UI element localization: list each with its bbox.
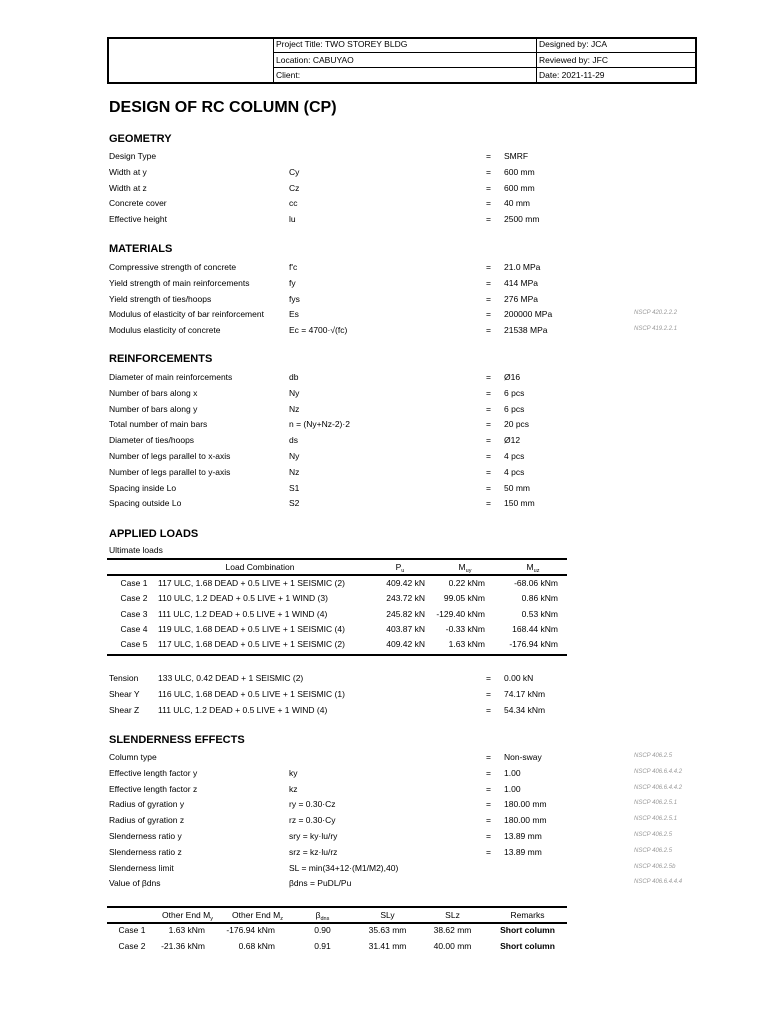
slender-case-label: Case 2 [118, 940, 146, 951]
extra-load-label: Tension [109, 673, 139, 683]
col-other-end-my: Other End $M_y$ [162, 910, 213, 922]
code-reference: NSCP 406.6.4.4.2 [634, 784, 683, 791]
equals-sign: = [486, 831, 491, 841]
param-symbol: sry = ky·lu/ry [289, 831, 338, 841]
equals-sign: = [486, 673, 491, 683]
equals-sign: = [486, 419, 491, 430]
code-reference: NSCP 406.2.5b [634, 863, 676, 870]
slender-sly: 35.63 mm [368, 925, 407, 935]
param-symbol: Es [289, 309, 299, 320]
section-materials-heading: MATERIALS [109, 243, 173, 255]
param-label: Yield strength of main reinforcements [109, 277, 250, 288]
param-label: Modulus elasticity of concrete [109, 325, 221, 336]
param-symbol: S2 [289, 498, 300, 509]
slender-bdns: 0.91 [314, 940, 331, 951]
section-slenderness-heading: SLENDERNESS EFFECTS [109, 734, 245, 746]
param-symbol: n = (Ny+Nz-2)·2 [289, 419, 350, 430]
param-label: Concrete cover [109, 198, 167, 209]
slender-mz: 0.68 kNm [238, 940, 275, 951]
param-symbol: lu [289, 214, 296, 225]
param-label: Effective length factor z [109, 783, 198, 794]
param-label: Diameter of ties/hoops [109, 435, 195, 446]
param-value: 20 pcs [504, 419, 530, 430]
param-symbol: Nz [289, 466, 300, 477]
table-rule [107, 922, 567, 924]
param-symbol: Cy [289, 166, 300, 177]
param-label: Radius of gyration y [109, 799, 185, 810]
equals-sign: = [486, 166, 491, 177]
param-label: Effective height [109, 214, 167, 225]
ultimate-loads-label: Ultimate loads [109, 545, 163, 555]
header-rule [273, 52, 695, 53]
equals-sign: = [486, 372, 491, 382]
param-label: Spacing inside Lo [109, 482, 177, 493]
param-label: Compressive strength of concrete [109, 262, 237, 272]
extra-load-combination: 133 ULC, 0.42 DEAD + 1 SEISMIC (2) [158, 673, 304, 683]
equals-sign: = [486, 688, 491, 699]
slender-bdns: 0.90 [314, 925, 331, 935]
designed-by: Designed by: JCA [539, 39, 608, 49]
slender-mz: -176.94 kNm [226, 925, 275, 935]
code-reference: NSCP 406.2.5.1 [634, 816, 678, 823]
param-symbol: f'c [289, 262, 298, 272]
extra-load-label: Shear Z [109, 704, 140, 715]
param-label: Number of bars along y [109, 403, 198, 414]
col-bdns: $\beta_{dns}$ [315, 910, 330, 922]
param-value: 1.00 [504, 767, 521, 778]
code-reference: NSCP 406.2.5 [634, 753, 673, 759]
code-reference: NSCP 406.6.4.4.2 [634, 768, 683, 775]
slender-my: -21.36 kNm [161, 940, 205, 951]
table-rule [107, 654, 567, 656]
extra-load-value: 54.34 kNm [504, 704, 546, 715]
equals-sign: = [486, 309, 491, 320]
param-symbol: SL = min(34+12·(M1/M2),40) [289, 862, 399, 873]
param-symbol: Nz [289, 403, 300, 414]
param-value: 150 mm [504, 498, 535, 509]
param-value: 40 mm [504, 198, 530, 209]
slender-remarks: Short column [500, 925, 555, 935]
load-muy: 99.05 kNm [443, 593, 485, 604]
param-symbol: rz = 0.30·Cy [289, 815, 336, 826]
param-value: 4 pcs [504, 466, 525, 477]
equals-sign: = [486, 214, 491, 225]
equals-sign: = [486, 466, 491, 477]
param-symbol: Ny [289, 387, 300, 398]
reviewed-by: Reviewed by: JFC [539, 55, 608, 65]
param-symbol: ky [289, 767, 298, 778]
load-combination: 111 ULC, 1.2 DEAD + 0.5 LIVE + 1 WIND (4) [158, 608, 328, 619]
equals-sign: = [486, 198, 491, 209]
header-divider [536, 39, 537, 82]
param-symbol: fys [289, 293, 300, 304]
load-combination: 119 ULC, 1.68 DEAD + 0.5 LIVE + 1 SEISMIC (4) [158, 623, 345, 634]
param-value: 2500 mm [504, 214, 540, 225]
param-value: 21538 MPa [504, 325, 548, 336]
param-symbol: βdns = PuDL/Pu [289, 878, 352, 889]
code-reference: NSCP 406.6.4.4.4 [634, 879, 683, 886]
param-value: 50 mm [504, 482, 530, 493]
code-reference: NSCP 406.2.5 [634, 847, 673, 854]
param-symbol: S1 [289, 482, 300, 493]
param-symbol: Ec = 4700·√(fc) [289, 325, 348, 336]
table-rule [107, 558, 567, 560]
load-muz: 0.86 kNm [521, 593, 558, 604]
param-label: Width at y [109, 166, 147, 177]
param-value: Ø12 [504, 435, 521, 446]
section-loads-heading: APPLIED LOADS [109, 528, 199, 540]
header-rule [273, 67, 695, 68]
code-reference: NSCP 406.2.5.1 [634, 800, 678, 807]
load-muy: -0.33 kNm [445, 623, 485, 634]
param-symbol: kz [289, 783, 298, 794]
equals-sign: = [486, 815, 491, 826]
equals-sign: = [486, 262, 491, 272]
load-case-label: Case 1 [120, 578, 148, 588]
slender-sly: 31.41 mm [368, 940, 407, 951]
param-symbol: srz = kz·lu/rz [289, 846, 338, 857]
slender-case-label: Case 1 [118, 925, 146, 935]
code-reference: NSCP 420.2.2.2 [634, 310, 678, 317]
extra-load-value: 0.00 kN [504, 673, 534, 683]
param-symbol: Cz [289, 182, 300, 193]
param-label: Slenderness ratio y [109, 831, 182, 841]
col-pu: $P_u$ [395, 562, 405, 574]
param-symbol: db [289, 372, 299, 382]
param-label: Number of legs parallel to x-axis [109, 451, 231, 461]
param-label: Design Type [109, 151, 157, 161]
param-value: 600 mm [504, 166, 535, 177]
param-value: 13.89 mm [504, 831, 542, 841]
load-case-label: Case 5 [120, 639, 148, 650]
slender-remarks: Short column [500, 940, 555, 951]
client: Client: [276, 70, 301, 80]
param-symbol: fy [289, 277, 296, 288]
param-value: 13.89 mm [504, 846, 542, 857]
load-combination: 117 ULC, 1.68 DEAD + 0.5 LIVE + 1 SEISMIC (2) [158, 639, 345, 650]
load-muz: 168.44 kNm [512, 623, 558, 634]
extra-load-combination: 111 ULC, 1.2 DEAD + 0.5 LIVE + 1 WIND (4) [158, 704, 328, 715]
param-label: Width at z [109, 182, 147, 193]
param-symbol: ds [289, 435, 298, 446]
param-value: 200000 MPa [504, 309, 553, 320]
project-title: Project Title: TWO STOREY BLDG [276, 39, 408, 49]
col-muy: $M_{uy}$ [458, 562, 472, 574]
param-value: Non-sway [504, 752, 542, 762]
page-title: DESIGN OF RC COLUMN (CP) [109, 99, 337, 116]
param-value: Ø16 [504, 372, 521, 382]
load-muy: 0.22 kNm [448, 578, 485, 588]
load-combination: 117 ULC, 1.68 DEAD + 0.5 LIVE + 1 SEISMIC (2) [158, 578, 345, 588]
load-pu: 243.72 kN [386, 593, 425, 604]
param-label: Value of βdns [109, 878, 161, 889]
param-value: 180.00 mm [504, 799, 547, 810]
param-label: Number of bars along x [109, 387, 198, 398]
equals-sign: = [486, 451, 491, 461]
param-label: Yield strength of ties/hoops [109, 293, 212, 304]
table-rule [107, 574, 567, 576]
load-case-label: Case 2 [120, 593, 148, 604]
load-pu: 409.42 kN [386, 639, 425, 650]
param-value: 6 pcs [504, 387, 525, 398]
param-value: 276 MPa [504, 293, 539, 304]
equals-sign: = [486, 435, 491, 446]
col-other-end-mz: Other End $M_z$ [232, 910, 283, 922]
equals-sign: = [486, 482, 491, 493]
equals-sign: = [486, 403, 491, 414]
table-rule [107, 906, 567, 908]
param-value: 414 MPa [504, 277, 539, 288]
param-label: Total number of main bars [109, 419, 208, 430]
param-label: Radius of gyration z [109, 815, 185, 826]
section-reinforcements-heading: REINFORCEMENTS [109, 353, 213, 365]
load-case-label: Case 4 [120, 623, 148, 634]
header-divider [273, 39, 274, 82]
param-label: Modulus of elasticity of bar reinforcement [109, 309, 264, 320]
code-reference: NSCP 419.2.2.1 [634, 326, 678, 333]
param-label: Slenderness limit [109, 862, 174, 873]
date: Date: 2021-11-29 [539, 70, 605, 80]
equals-sign: = [486, 182, 491, 193]
param-value: 6 pcs [504, 403, 525, 414]
equals-sign: = [486, 846, 491, 857]
param-symbol: cc [289, 198, 298, 209]
param-label: Number of legs parallel to y-axis [109, 466, 231, 477]
load-muz: -68.06 kNm [514, 578, 558, 588]
param-value: 600 mm [504, 182, 535, 193]
col-load-combination: Load Combination [225, 562, 295, 572]
load-combination: 110 ULC, 1.2 DEAD + 0.5 LIVE + 1 WIND (3) [158, 593, 328, 604]
param-value: 4 pcs [504, 451, 525, 461]
equals-sign: = [486, 325, 491, 336]
equals-sign: = [486, 783, 491, 794]
param-value: SMRF [504, 151, 529, 161]
load-case-label: Case 3 [120, 608, 148, 619]
equals-sign: = [486, 387, 491, 398]
location: Location: CABUYAO [276, 55, 354, 65]
param-value: 180.00 mm [504, 815, 547, 826]
equals-sign: = [486, 498, 491, 509]
extra-load-value: 74.17 kNm [504, 688, 546, 699]
extra-load-label: Shear Y [109, 688, 140, 699]
load-muy: -129.40 kNm [436, 608, 485, 619]
equals-sign: = [486, 767, 491, 778]
param-label: Spacing outside Lo [109, 498, 182, 509]
slender-slz: 38.62 mm [433, 925, 472, 935]
equals-sign: = [486, 293, 491, 304]
slender-slz: 40.00 mm [433, 940, 472, 951]
equals-sign: = [486, 704, 491, 715]
equals-sign: = [486, 752, 491, 762]
col-sly: SLy [380, 910, 395, 920]
param-symbol: Ny [289, 451, 300, 461]
load-muy: 1.63 kNm [448, 639, 485, 650]
col-muz: $M_{uz}$ [526, 562, 540, 574]
equals-sign: = [486, 277, 491, 288]
code-reference: NSCP 406.2.5 [634, 832, 673, 838]
load-muz: 0.53 kNm [521, 608, 558, 619]
equals-sign: = [486, 151, 491, 161]
param-value: 1.00 [504, 783, 521, 794]
load-pu: 245.82 kN [386, 608, 425, 619]
load-muz: -176.94 kNm [509, 639, 558, 650]
load-pu: 403.87 kN [386, 623, 425, 634]
section-geometry-heading: GEOMETRY [109, 133, 172, 145]
param-label: Diameter of main reinforcements [109, 372, 233, 382]
param-label: Column type [109, 752, 157, 762]
param-label: Effective length factor y [109, 767, 198, 778]
param-label: Slenderness ratio z [109, 846, 182, 857]
slender-my: 1.63 kNm [168, 925, 205, 935]
col-remarks: Remarks [510, 910, 545, 920]
col-slz: SLz [445, 910, 460, 920]
load-pu: 409.42 kN [386, 578, 425, 588]
extra-load-combination: 116 ULC, 1.68 DEAD + 0.5 LIVE + 1 SEISMIC (1) [158, 688, 345, 699]
equals-sign: = [486, 799, 491, 810]
param-value: 21.0 MPa [504, 262, 541, 272]
param-symbol: ry = 0.30·Cz [289, 799, 336, 810]
